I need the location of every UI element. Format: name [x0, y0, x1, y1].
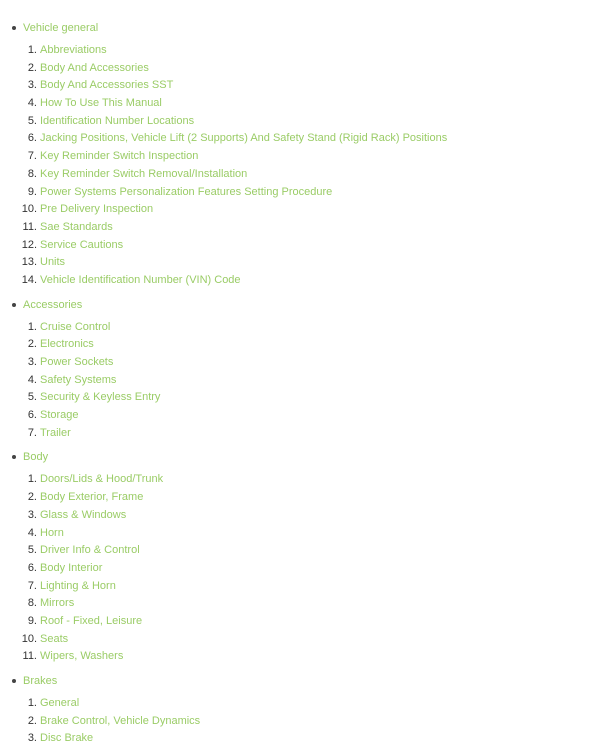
list-item [0, 542, 600, 560]
topic-link[interactable]: Electronics [40, 338, 94, 351]
list-item [0, 42, 600, 60]
list-item [0, 595, 600, 613]
topic-link[interactable]: Security & Keyless Entry [40, 391, 161, 404]
topic-list [0, 471, 600, 666]
item-number: 7. [27, 579, 37, 592]
topic-link[interactable]: Mirrors [40, 597, 75, 610]
section-heading [0, 449, 600, 465]
item-number: 4. [27, 526, 37, 539]
toc-section [0, 449, 600, 666]
list-item [0, 60, 600, 78]
item-number: 3. [27, 79, 37, 92]
item-number: 6. [27, 409, 37, 422]
list-item [0, 525, 600, 543]
toc-section [0, 20, 600, 290]
item-number: 14. [21, 273, 37, 286]
item-number: 6. [27, 132, 37, 145]
item-number: 9. [27, 185, 37, 198]
toc-section [0, 673, 600, 748]
section-heading [0, 297, 600, 313]
topic-link[interactable]: Roof - Fixed, Leisure [40, 614, 143, 627]
list-item [0, 560, 600, 578]
item-number: 11. [22, 220, 37, 233]
topic-link[interactable]: How To Use This Manual [40, 97, 162, 110]
item-number: 1. [27, 473, 37, 486]
list-item [0, 95, 600, 113]
item-number: 4. [27, 97, 37, 110]
section-heading [0, 20, 600, 36]
bullet-icon [12, 303, 16, 307]
section-heading [0, 673, 600, 689]
section-link[interactable]: Body [23, 451, 49, 464]
list-item [0, 695, 600, 713]
item-number: 11. [22, 650, 37, 663]
topic-link[interactable]: Safety Systems [40, 373, 117, 386]
list-item [0, 336, 600, 354]
bullet-icon [12, 26, 16, 30]
item-number: 8. [27, 597, 37, 610]
topic-link[interactable]: Disc Brake [40, 732, 94, 745]
item-number: 10. [21, 203, 37, 216]
item-number: 2. [27, 491, 37, 504]
item-number: 7. [27, 150, 37, 163]
topic-link[interactable]: Identification Number Locations [40, 114, 195, 127]
item-number: 6. [27, 561, 37, 574]
list-item [0, 219, 600, 237]
topic-link[interactable]: Horn [40, 526, 64, 539]
item-number: 5. [27, 544, 37, 557]
topic-link[interactable]: Vehicle Identification Number (VIN) Code [40, 273, 241, 286]
topic-link[interactable]: Body And Accessories SST [40, 79, 174, 92]
item-number: 5. [27, 391, 37, 404]
list-item [0, 319, 600, 337]
topic-list [0, 319, 600, 443]
item-number: 2. [27, 714, 37, 727]
topic-link[interactable]: Lighting & Horn [40, 579, 116, 592]
topic-link[interactable]: Pre Delivery Inspection [40, 203, 154, 216]
list-item [0, 489, 600, 507]
item-number: 13. [21, 256, 37, 269]
topic-link[interactable]: Wipers, Washers [40, 650, 124, 663]
item-number: 1. [27, 320, 37, 333]
list-item [0, 613, 600, 631]
list-item [0, 254, 600, 272]
section-link[interactable]: Brakes [23, 675, 58, 687]
list-item [0, 648, 600, 666]
list-item [0, 425, 600, 443]
topic-link[interactable]: Driver Info & Control [40, 544, 140, 557]
item-number: 2. [27, 61, 37, 74]
list-item [0, 201, 600, 219]
toc-section [0, 297, 600, 443]
list-item [0, 77, 600, 95]
item-number: 9. [27, 614, 37, 627]
list-item [0, 372, 600, 390]
list-item [0, 730, 600, 748]
list-item [0, 354, 600, 372]
topic-link[interactable]: Sae Standards [40, 220, 113, 233]
topic-link[interactable]: Body And Accessories [40, 61, 149, 74]
item-number: 8. [27, 167, 37, 180]
item-number: 3. [27, 732, 37, 745]
topic-link[interactable]: Abbreviations [40, 44, 107, 56]
item-number: 1. [27, 44, 37, 56]
topic-link[interactable]: Glass & Windows [40, 508, 127, 521]
item-number: 7. [27, 426, 37, 439]
topic-link[interactable]: Doors/Lids & Hood/Trunk [40, 473, 164, 486]
topic-link[interactable]: Jacking Positions, Vehicle Lift (2 Supports) And Safety Stand (Rigid Rack) Positions [40, 132, 448, 145]
topic-link[interactable]: Seats [40, 632, 69, 645]
topic-link[interactable]: Storage [40, 409, 79, 422]
topic-link[interactable]: Power Sockets [40, 356, 114, 368]
item-number: 1. [27, 697, 37, 709]
list-item [0, 578, 600, 596]
list-item [0, 113, 600, 131]
item-number: 12. [21, 238, 37, 251]
topic-link[interactable]: Key Reminder Switch Removal/Installation [40, 167, 248, 180]
topic-link[interactable]: Cruise Control [40, 320, 111, 333]
item-number: 5. [27, 114, 37, 127]
topic-link[interactable]: Key Reminder Switch Inspection [40, 150, 199, 163]
list-item [0, 272, 600, 290]
item-number: 10. [21, 632, 37, 645]
section-link[interactable]: Accessories [23, 298, 83, 311]
list-item [0, 166, 600, 184]
list-item [0, 713, 600, 731]
list-item [0, 389, 600, 407]
topic-link[interactable]: Body Interior [40, 561, 103, 574]
list-item [0, 237, 600, 255]
list-item [0, 407, 600, 425]
list-item [0, 148, 600, 166]
table-of-contents [0, 20, 600, 755]
item-number: 3. [27, 356, 37, 368]
topic-link[interactable]: Brake Control, Vehicle Dynamics [40, 714, 201, 727]
list-item [0, 631, 600, 649]
list-item [0, 471, 600, 489]
item-number: 4. [27, 373, 37, 386]
item-number: 3. [27, 508, 37, 521]
item-number: 2. [27, 338, 37, 351]
list-item [0, 130, 600, 148]
topic-list [0, 695, 600, 748]
section-link[interactable]: Vehicle general [23, 22, 99, 34]
topic-link[interactable]: Service Cautions [40, 238, 124, 251]
list-item [0, 507, 600, 525]
topic-link[interactable]: Body Exterior, Frame [40, 491, 144, 504]
list-item [0, 184, 600, 202]
topic-link[interactable]: Units [40, 256, 66, 269]
topic-link[interactable]: Trailer [40, 426, 71, 439]
topic-link[interactable]: General [40, 697, 80, 709]
topic-list [0, 42, 600, 290]
bullet-icon [12, 679, 16, 683]
topic-link[interactable]: Power Systems Personalization Features Setting Procedure [40, 185, 333, 198]
bullet-icon [12, 455, 16, 459]
